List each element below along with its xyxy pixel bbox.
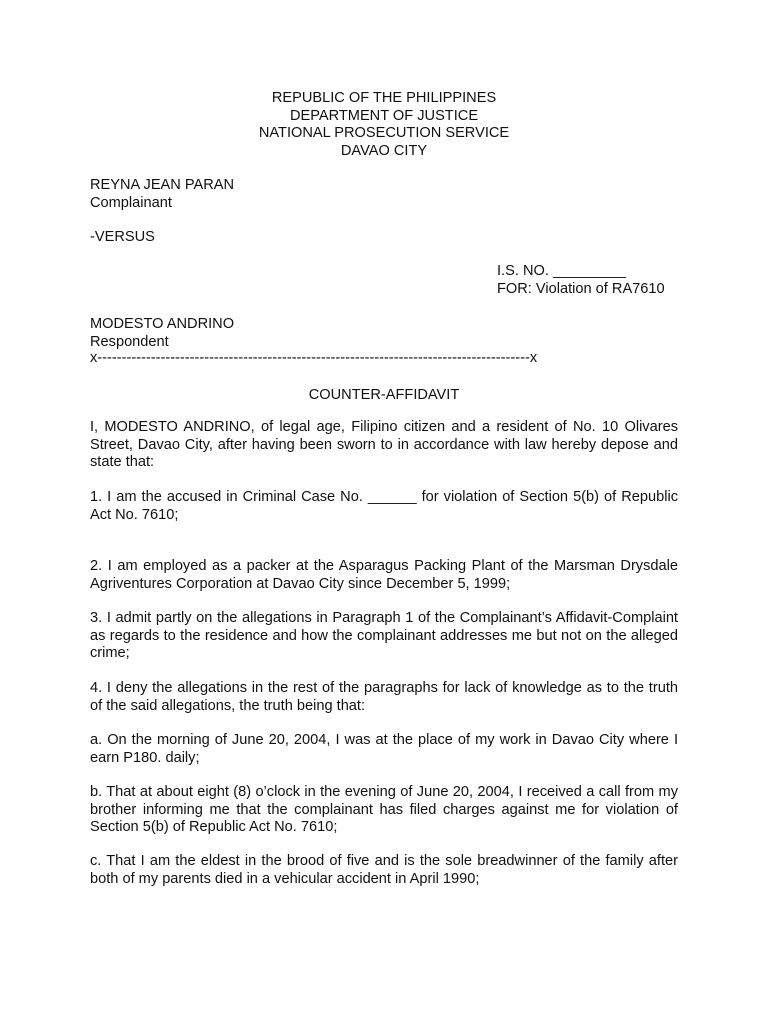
header-republic: REPUBLIC OF THE PHILIPPINES bbox=[271, 90, 497, 106]
header-department: DEPARTMENT OF JUSTICE bbox=[289, 107, 479, 124]
respondent-name: MODESTO ANDRINO bbox=[90, 316, 235, 332]
case-is-number: I.S. NO. _________ bbox=[497, 263, 626, 279]
versus-block bbox=[90, 229, 155, 247]
paragraph-2: 2. I am employed as a packer at the Asparagus Packing Plant of the Marsman Drysdale Agriventures Corporation at Davao City since December 5, 1999; bbox=[90, 558, 678, 592]
paragraph-3: 3. I admit partly on the allegations in Paragraph 1 of the Complainant’s Affidavit-Complaint as regards to the residence and how the complainant addresses me but not on the alleged crime; bbox=[90, 610, 678, 661]
respondent-block bbox=[90, 316, 234, 351]
complainant-role: Complainant bbox=[90, 194, 172, 211]
versus-label: -VERSUS bbox=[90, 229, 155, 245]
complainant-block bbox=[90, 177, 234, 212]
header-city: DAVAO CITY bbox=[340, 142, 428, 159]
document-title: COUNTER-AFFIDAVIT bbox=[308, 387, 460, 403]
caption-separator: x-----------------------------------------------------------------------------------------x bbox=[90, 350, 538, 366]
document-header bbox=[0, 90, 768, 160]
case-info-block bbox=[497, 263, 665, 298]
respondent-role: Respondent bbox=[90, 333, 169, 350]
paragraph-4: 4. I deny the allegations in the rest of the paragraphs for lack of knowledge as to the truth of the said allegations, the truth being that: bbox=[90, 680, 678, 714]
paragraph-a: a. On the morning of June 20, 2004, I was at the place of my work in Davao City where I earn P180. daily; bbox=[90, 732, 678, 766]
case-violation: FOR: Violation of RA7610 bbox=[497, 280, 665, 297]
complainant-name: REYNA JEAN PARAN bbox=[90, 177, 235, 193]
paragraph-b: b. That at about eight (8) o’clock in the evening of June 20, 2004, I received a call from my brother informing me that the complainant has filed charges against me for violation of Section 5(b) of Republic Act No. 7610; bbox=[90, 784, 678, 835]
paragraph-1: 1. I am the accused in Criminal Case No. ______ for violation of Section 5(b) of Republic Act No. 7610; bbox=[90, 489, 678, 523]
paragraph-intro: I, MODESTO ANDRINO, of legal age, Filipino citizen and a resident of No. 10 Olivares Street, Davao City, after having been sworn to in accordance with law hereby depose and state that: bbox=[90, 419, 678, 470]
header-prosecution-service: NATIONAL PROSECUTION SERVICE bbox=[258, 125, 510, 141]
paragraph-c: c. That I am the eldest in the brood of five and is the sole breadwinner of the family after both of my parents died in a vehicular accident in April 1990; bbox=[90, 853, 678, 887]
